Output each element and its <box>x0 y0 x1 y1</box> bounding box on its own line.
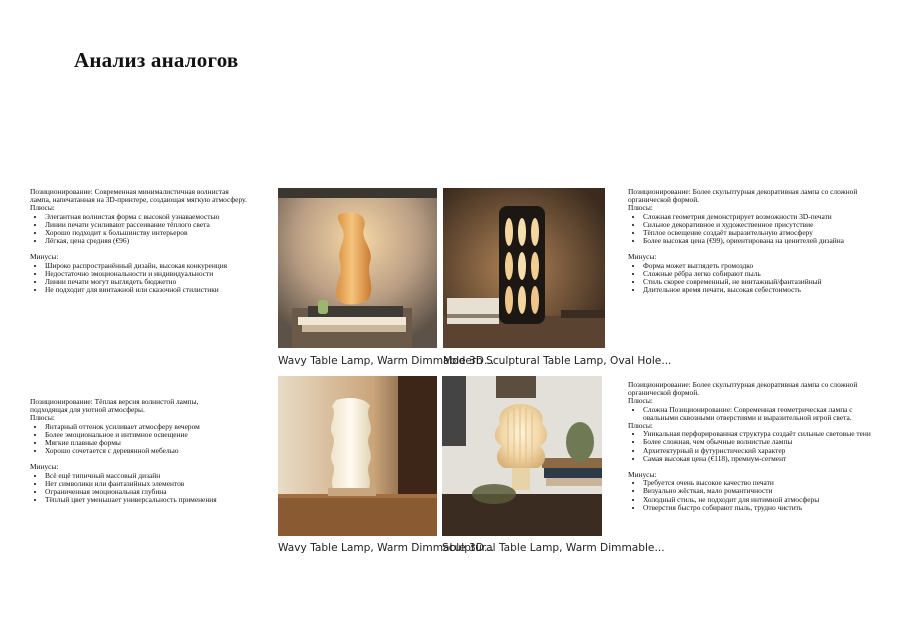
wavy-amber-lamp-photo[interactable] <box>278 188 437 348</box>
sculptural-ribbed-lamp-photo[interactable] <box>442 376 602 536</box>
pros-label: Плюсы: <box>30 203 55 213</box>
product-caption[interactable]: Modern Sculptural Table Lamp, Oval Hole... <box>443 355 672 367</box>
cons-item: • Отверстия быстро собирают пыль, трудно чистить <box>643 504 873 512</box>
cons-label: Минусы: <box>30 462 59 472</box>
pros-list <box>30 423 230 456</box>
pros-list <box>628 213 858 246</box>
positioning-text: Позиционирование: Современная минималистичная волнистая лампа, напечатанная на 3D-принтере, создающая мягкую атмосферу. <box>30 187 247 205</box>
pros-item: • Линии печати усиливают рассеивание тёплого света <box>45 221 248 229</box>
product-caption[interactable]: Sculptural Table Lamp, Warm Dimmable... <box>442 542 665 554</box>
cons-item: • Сложные рёбра легко собирают пыль <box>643 270 858 278</box>
analog-note-wavy-amber <box>30 188 248 294</box>
cons-item: • Форма может выглядеть громоздко <box>643 262 858 270</box>
cons-list <box>628 479 873 512</box>
pros-item: • Сложная геометрия демонстрирует возможности 3D-печати <box>643 213 858 221</box>
cons-item: • Визуально жёсткая, мало романтичности <box>643 487 873 495</box>
wavy-white-lamp-photo[interactable] <box>278 376 437 536</box>
cons-item: • Линии печати могут выглядеть бюджетно <box>45 278 248 286</box>
pros-item: • Более сложная, чем обычные волнистые лампы <box>643 438 873 446</box>
cons-label: Минусы: <box>30 252 59 262</box>
positioning-text: Позиционирование: Более скульптурная декоративная лампа со сложной органической формой. <box>628 187 858 205</box>
analog-note-sculptural-2 <box>628 381 873 512</box>
pros-item: • Более эмоциональное и интимное освещение <box>45 431 230 439</box>
cons-item: • Всё ещё типичный массовый дизайн <box>45 472 230 480</box>
product-card-wavy-amber[interactable] <box>278 188 495 373</box>
cons-item: • Требуется очень высокое качество печати <box>643 479 873 487</box>
positioning-text: Позиционирование: Более скульптурная декоративная лампа со сложной органической формой. <box>628 380 858 398</box>
cons-item: • Тёплый цвет уменьшает универсальность применения <box>45 496 230 504</box>
cons-item: • Нет символики или фантазийных элементов <box>45 480 230 488</box>
pros-item: • Архитектурный и футуристический характер <box>643 447 873 455</box>
cons-item: • Ограниченная эмоциональная глубина <box>45 488 230 496</box>
cons-item: • Холодный стиль, не подходит для интимной атмосферы <box>643 496 873 504</box>
pros-list <box>30 213 248 246</box>
cons-list <box>30 262 248 295</box>
perforated-black-lamp-photo[interactable] <box>443 188 605 348</box>
pros-item: • Тёплое освещение создаёт выразительную атмосферу <box>643 229 858 237</box>
cons-item: • Широко распространённый дизайн, высокая конкуренция <box>45 262 248 270</box>
pros-item: • Мягкие плавные формы <box>45 439 230 447</box>
cons-item: • Длительное время печати, высокая себестоимость <box>643 286 858 294</box>
cons-item: • Недостаточно эмоциональности и индивидуальности <box>45 270 248 278</box>
cons-item: • Не подходит для винтажной или сказочной стилистики <box>45 286 248 294</box>
cons-list <box>628 262 858 295</box>
pros-item: • Лёгкая, цена средняя (€96) <box>45 237 248 245</box>
pros-item: • Самая высокая цена (€118), премиум-сегмент <box>643 455 873 463</box>
cons-list <box>30 472 230 505</box>
pros-label: Плюсы: <box>628 203 653 213</box>
pros-item: • Элегантная волнистая форма с высокой узнаваемостью <box>45 213 248 221</box>
positioning-text: Позиционирование: Тёплая версия волнистой лампы, подходящая для уютной атмосферы. <box>30 397 199 415</box>
pros-item: • Сложна Позиционирование: Современная геометрическая лампа с овальными сквозными отверстиями и выразительной игрой света. <box>643 406 873 422</box>
cons-label: Минусы: <box>628 252 657 262</box>
pros-item: • Хорошо подходит к большинству интерьеров <box>45 229 248 237</box>
pros-item: • Уникальная перфорированная структура создаёт сильные световые тени <box>643 430 873 438</box>
analog-note-wavy-warm <box>30 398 230 504</box>
product-caption[interactable]: Wavy Table Lamp, Warm Dimmable 3D... <box>278 355 495 367</box>
product-caption[interactable]: Wavy Table Lamp, Warm Dimmable 3D... <box>278 542 495 554</box>
pros-item: • Янтарный оттенок усиливает атмосферу вечером <box>45 423 230 431</box>
product-card-wavy-white[interactable] <box>278 376 495 561</box>
cons-label: Минусы: <box>628 470 657 480</box>
cons-item: • Стиль скорее современный, не винтажный/фантазийный <box>643 278 858 286</box>
pros-list <box>628 430 873 463</box>
pros-item: • Более высокая цена (€99), ориентирована на ценителей дизайна <box>643 237 858 245</box>
pros-item: • Хорошо сочетается с деревянной мебелью <box>45 447 230 455</box>
pros-item: • Сильное декоративное и художественное присутствие <box>643 221 858 229</box>
analog-note-sculptural-1 <box>628 188 858 294</box>
pros-label: Плюсы: <box>30 413 55 423</box>
pros-label: Плюсы: <box>628 396 653 406</box>
pros-list <box>628 406 873 422</box>
pros-label-repeat: Плюсы: <box>628 421 653 431</box>
page-title: Анализ аналогов <box>74 48 239 72</box>
